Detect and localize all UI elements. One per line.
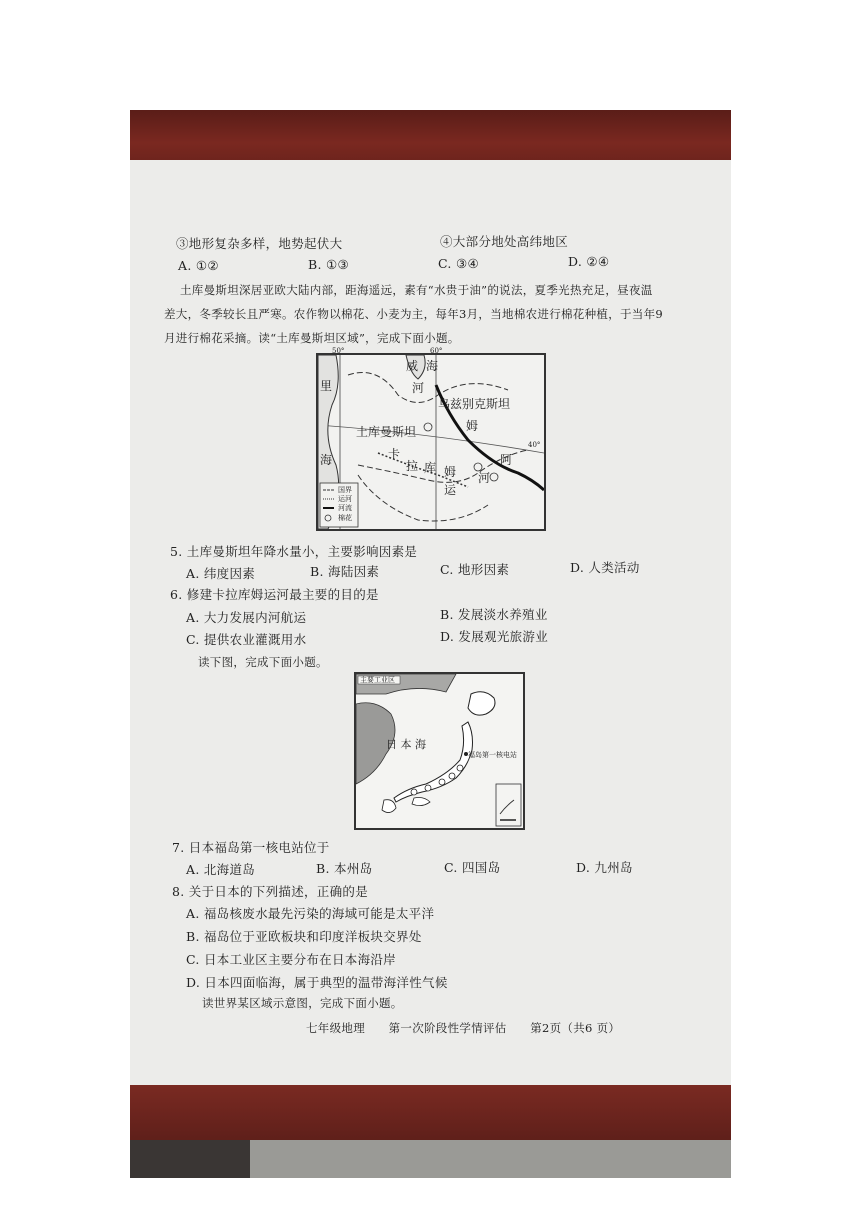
canal-label-mu: 姆	[444, 465, 457, 479]
table-edge-top	[130, 110, 731, 165]
q7-option-c: C. 四国岛	[444, 860, 501, 875]
option-3-text: ③地形复杂多样，地势起伏大	[176, 236, 343, 251]
caspian-label-hai: 海	[320, 453, 333, 467]
legend-border: 国界	[338, 486, 352, 494]
option-4-text: ④大部分地处高纬地区	[440, 234, 569, 249]
floor-shadow	[130, 1140, 250, 1178]
q8-option-d: D. 日本四面临海，属于典型的温带海洋性气候	[186, 975, 448, 990]
read-map-instruction-2: 读世界某区域示意图，完成下面小题。	[202, 996, 403, 1010]
canal-label-he: 河	[478, 471, 491, 485]
cotton-icon	[424, 423, 432, 431]
legend-cotton: 棉花	[338, 514, 352, 522]
question-8: 8. 关于日本的下列描述，正确的是	[172, 884, 369, 899]
salt-sea-label-wei: 威	[406, 359, 419, 373]
q5-option-b: B. 海陆因素	[310, 564, 380, 579]
q6-option-c: C. 提供农业灌溉用水	[186, 632, 307, 647]
turkmenistan-label: 土库曼斯坦	[356, 425, 417, 439]
exam-paper	[130, 160, 731, 1085]
table-edge-bottom	[130, 1085, 731, 1148]
turkmenistan-map	[316, 347, 546, 531]
question-7: 7. 日本福岛第一核电站位于	[172, 840, 330, 855]
q7-option-a: A. 北海道岛	[186, 862, 256, 877]
passage-line-3: 月进行棉花采摘。读“土库曼斯坦区域”，完成下面小题。	[164, 331, 460, 345]
legend-river: 河流	[338, 504, 352, 512]
canal-label-yun: 运	[444, 483, 457, 497]
question-6: 6. 修建卡拉库姆运河最主要的目的是	[170, 587, 379, 602]
fukushima-plant-label: 福岛第一核电站	[468, 751, 517, 759]
q6-option-a: A. 大力发展内河航运	[186, 610, 307, 625]
sea-of-japan-label: 日 本 海	[386, 738, 426, 751]
caspian-label-li: 里	[320, 379, 333, 393]
legend-canal: 运河	[338, 495, 352, 503]
river-label-a: 阿	[500, 453, 513, 467]
passage-line-1: 土库曼斯坦深居亚欧大陆内部，距海遥远，素有“水贵于油”的说法，夏季光热充足，昼夜温	[180, 283, 653, 297]
q5-option-a: A. 纬度因素	[186, 566, 256, 581]
q7-option-b: B. 本州岛	[316, 861, 373, 876]
q6-option-b: B. 发展淡水养殖业	[440, 607, 548, 622]
lon-50-label: 50°	[332, 347, 345, 355]
river-label-he: 河	[412, 381, 425, 395]
question-5: 5. 土库曼斯坦年降水量小，主要影响因素是	[170, 544, 418, 559]
q8-option-c: C. 日本工业区主要分布在日本海沿岸	[186, 952, 396, 967]
prev-option-a: A. ①②	[178, 258, 219, 273]
canal-label-la: 拉	[406, 459, 419, 473]
japan-legend-title: 主要工业区	[360, 676, 395, 684]
q5-option-d: D. 人类活动	[570, 560, 640, 575]
uzbekistan-label: 乌兹别克斯坦	[438, 397, 511, 411]
lon-60-label: 60°	[430, 347, 443, 355]
canal-label-ku: 库	[424, 461, 437, 475]
q5-option-c: C. 地形因素	[440, 562, 510, 577]
japan-map	[354, 672, 525, 830]
lat-40-label: 40°	[528, 441, 541, 449]
canal-label-ka: 卡	[388, 447, 401, 461]
read-map-instruction: 读下图，完成下面小题。	[198, 655, 328, 669]
q8-option-a: A. 福岛核废水最先污染的海域可能是太平洋	[186, 906, 435, 921]
prev-option-d: D. ②④	[568, 254, 610, 269]
passage-line-2: 差大，冬季较长且严寒。农作物以棉花、小麦为主，每年3月，当地棉农进行棉花种植，于当年9	[164, 307, 664, 321]
prev-option-c: C. ③④	[438, 256, 479, 271]
page-footer: 七年级地理 第一次阶段性学情评估 第2页（共6 页）	[306, 1021, 621, 1035]
q6-option-d: D. 发展观光旅游业	[440, 629, 549, 644]
q8-option-b: B. 福岛位于亚欧板块和印度洋板块交界处	[186, 929, 422, 944]
photo	[130, 110, 731, 1178]
prev-option-b: B. ①③	[308, 257, 350, 272]
river-label-mu: 姆	[466, 419, 479, 433]
q7-option-d: D. 九州岛	[576, 860, 633, 875]
salt-sea-label-hai: 海	[426, 359, 439, 373]
